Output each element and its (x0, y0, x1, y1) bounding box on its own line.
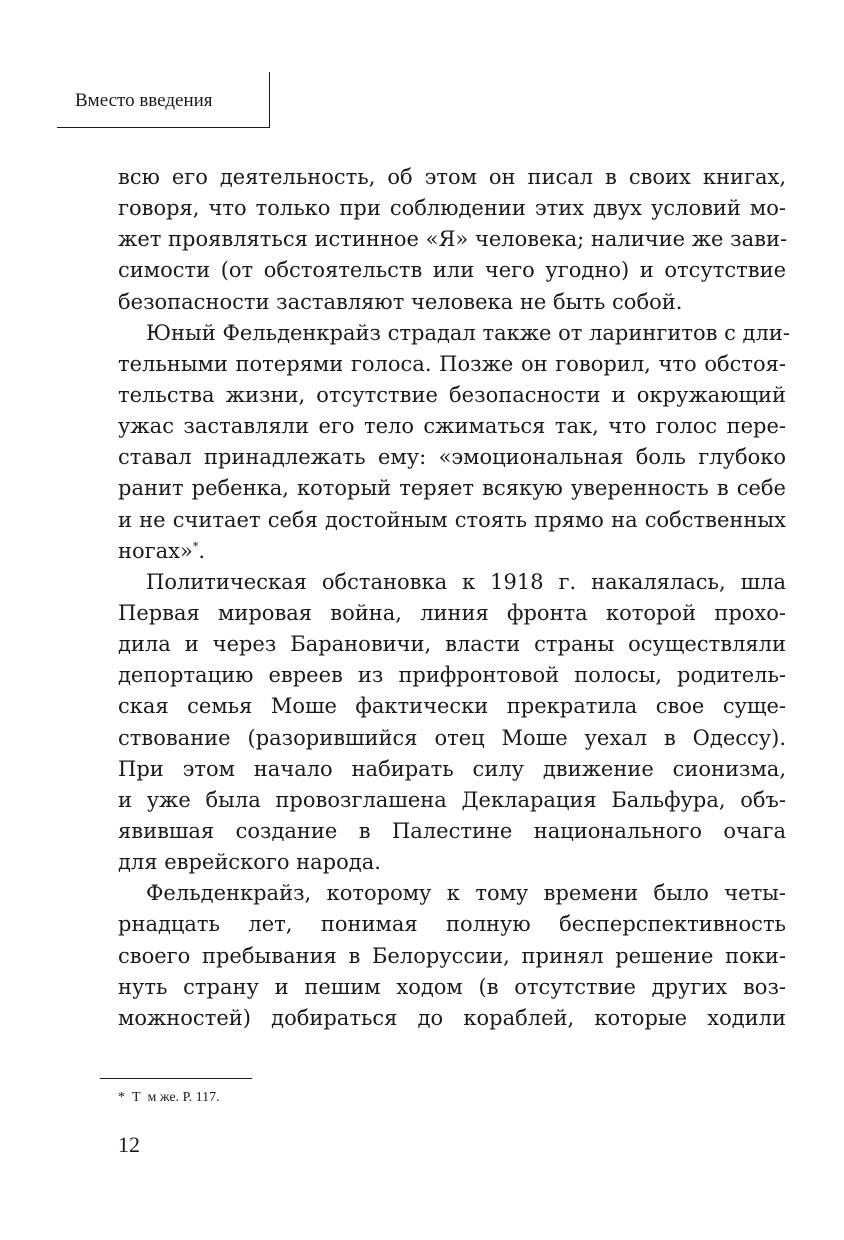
text-line: и уже была провозглашена Декларация Бальфура, объ- (118, 787, 786, 812)
footnote-reference[interactable]: * (192, 539, 199, 553)
footnote-divider (100, 1078, 252, 1079)
text-line: Политическая обстановка к 1918 г. накалялась, шла (146, 569, 786, 594)
text-line: ская семья Моше фактически прекратила свое суще- (118, 694, 786, 719)
text-line: ранит ребенка, который теряет всякую уверенность в себе (118, 476, 786, 501)
text-line: тельными потерями голоса. Позже он говорил, что обстоя- (118, 351, 786, 376)
text-line: При этом начало набирать силу движение сионизма, (118, 756, 786, 781)
paragraph (118, 318, 790, 567)
text-line-content: ногах» (118, 538, 193, 563)
text-line: депортацию евреев из прифронтовой полосы, родитель- (118, 663, 786, 688)
text-line: дила и через Барановичи, власти страны осуществляли (118, 632, 786, 657)
running-header (57, 72, 270, 128)
text-line: жет проявляться истинное «Я» человека; наличие же зави- (118, 227, 788, 252)
text-line: явившая создание в Палестине национального очага (118, 818, 786, 843)
footnote: * Т м же. Р. 117. (118, 1090, 220, 1105)
text-line: ствование (разорившийся отец Моше уехал в Одессу). (118, 725, 786, 750)
page-number: 12 (118, 1132, 140, 1157)
paragraph (118, 162, 786, 318)
text-line: говоря, что только при соблюдении этих двух условий мо- (118, 196, 786, 221)
running-header-title: Вместо введения (75, 90, 213, 111)
text-line: симости (от обстоятельств или чего угодно) и отсутствие (118, 258, 786, 283)
text-line: Юный Фельденкрайз страдал также от ларингитов с дли- (146, 320, 790, 345)
text-line: нуть страну и пешим ходом (в отсутствие других воз- (118, 974, 786, 999)
text-line: ужас заставляли его тело сжиматься так, что голос пере- (118, 414, 786, 439)
text-line (118, 536, 786, 567)
body-text (118, 162, 790, 1034)
paragraph (118, 878, 786, 1034)
text-line: и не считает себя достойным стоять прямо на собственных (118, 507, 786, 532)
text-line: Фельденкрайз, которому к тому времени было четы- (146, 881, 786, 906)
paragraph (118, 567, 786, 878)
text-line: для еврейского народа. (118, 850, 381, 875)
text-line: безопасности заставляют человека не быть собой. (118, 289, 683, 314)
sentence-end: . (198, 538, 206, 563)
text-line: можностей) добираться до кораблей, которые ходили (118, 1005, 786, 1030)
text-line: всю его деятельность, об этом он писал в своих книгах, (118, 165, 786, 189)
text-line: рнадцать лет, понимая полную бесперспективность (118, 912, 786, 937)
text-line: своего пребывания в Белоруссии, принял решение поки- (118, 943, 786, 968)
text-line: тельства жизни, отсутствие безопасности и окружающий (118, 382, 786, 407)
text-line: ставал принадлежать ему: «эмоциональная боль глубоко (118, 445, 786, 470)
text-line: Первая мировая война, линия фронта которой прохо- (118, 600, 786, 625)
